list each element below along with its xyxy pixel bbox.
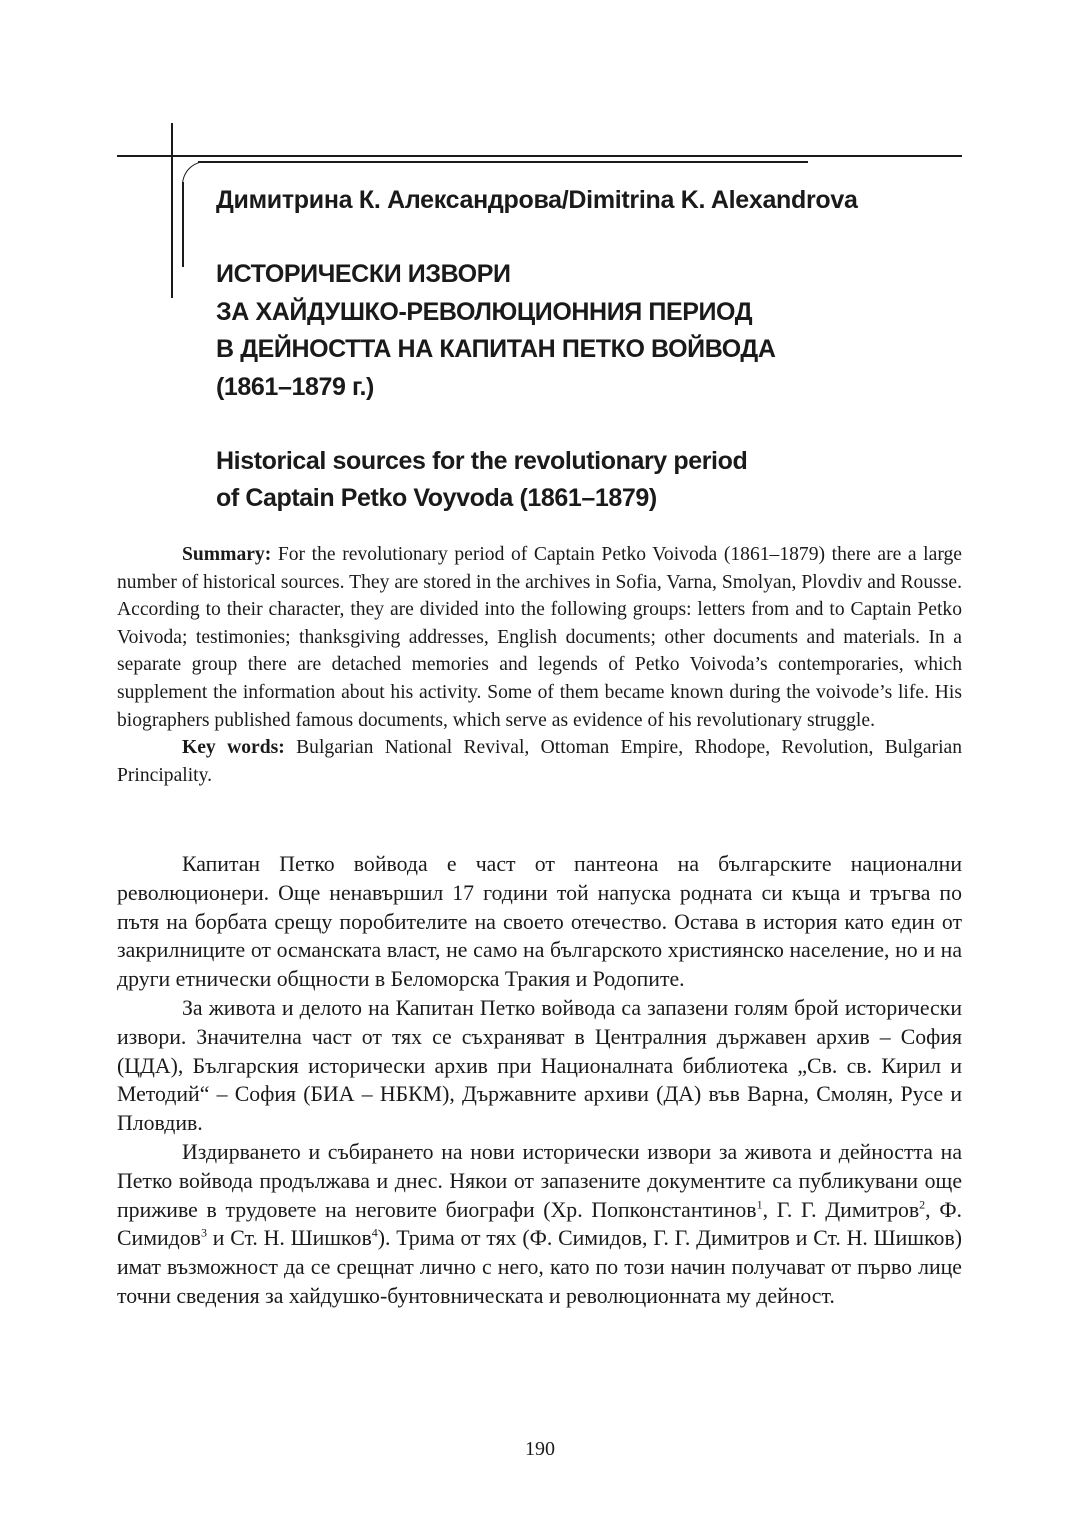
title-en-line: of Captain Petko Voyvoda (1861–1879) [216, 484, 657, 512]
body-text-run: Издирването и събирането на нови исторически извори за живота и дейността на Петко войвода продължава и днес. Някои от запазените документите са публикувани още приживе в трудовете на неговите биографи (Хр. Попконстантинов [117, 1139, 962, 1222]
title-en-line: Historical sources for the revolutionary period [216, 447, 748, 475]
body-text-run: , Ф. Симидов [117, 1197, 962, 1251]
top-rule [117, 155, 962, 157]
title-bg-line: (1861–1879 г.) [216, 372, 374, 401]
keywords-paragraph [117, 734, 962, 789]
summary-paragraph [117, 541, 962, 734]
body-paragraph-3 [117, 1138, 962, 1311]
footnote-ref-4[interactable]: 4 [371, 1226, 378, 1241]
vertical-rule-inner [182, 182, 184, 267]
body-paragraph-1: Капитан Петко войвода е част от пантеона на българските национални революционери. Още ненавършил 17 години той напуска родната си къща и тръгва по пътя на борбата срещу поробителите на своето отечество. Остава в история като един от закрилниците от османската власт, не само на българското християнско население, но и на други етнически общности в Беломорска Тракия и Родопите. [117, 852, 962, 992]
title-english [216, 443, 976, 517]
vertical-rule-outer [171, 123, 173, 298]
footnote-ref-1[interactable]: 1 [756, 1197, 763, 1212]
title-bg-line: ИСТОРИЧЕСКИ ИЗВОРИ [216, 260, 511, 288]
summary-label: Summary: [182, 544, 272, 565]
summary-text: For the revolutionary period of Captain Petko Voivoda (1861–1879) there are a large number of historical sources. They are stored in the archives in Sofia, Varna, Smolyan, Plovdiv and Rousse. According to their character, they are divided into the following groups: letters from and to Captain Petko Voivoda; testimonies; thanksgiving addresses, English documents; other documents and materials. In a separate group there are detached memories and legends of Petko Voivoda’s contemporaries, which supplement the information about his activity. Some of them became known during the voivode’s life. His biographers published famous documents, which serve as evidence of his revolutionary struggle. [117, 544, 962, 731]
title-bg-line: В ДЕЙНОСТТА НА КАПИТАН ПЕТКО ВОЙВОДА [216, 335, 776, 363]
title-bg-line: ЗА ХАЙДУШКО-РЕВОЛЮЦИОННИЯ ПЕРИОД [216, 297, 753, 326]
inner-rule-corner [182, 161, 212, 191]
footnote-ref-3[interactable]: 3 [200, 1226, 207, 1241]
author-name: Димитрина К. Александрова/Dimitrina K. Alexandrova [216, 186, 858, 214]
body-text-run: ). Трима от тях (Ф. Симидов, Г. Г. Димитров и Ст. Н. Шишков) имат възможност да се срещнат лично с него, като по този начин получават от първо лице точни сведения за хайдушко-бунтовническата и революционната му дейност. [117, 1226, 962, 1308]
title-bulgarian [216, 256, 976, 406]
keywords-label: Key words: [182, 737, 285, 759]
body-text [117, 850, 962, 1311]
body-text-run: , Г. Г. Димитров [762, 1197, 920, 1222]
inner-rule [198, 161, 808, 163]
abstract [117, 541, 962, 789]
keywords-text: Bulgarian National Revival, Ottoman Empire, Rhodope, Revolution, Bulgarian Principality. [117, 737, 963, 786]
body-text-run: и Ст. Н. Шишков [206, 1226, 372, 1251]
footnote-ref-2[interactable]: 2 [919, 1197, 926, 1212]
page-number: 190 [525, 1438, 555, 1460]
body-paragraph-2: За живота и делото на Капитан Петко войвода са запазени голям брой исторически извори. Значителна част от тях се съхраняват в Централния държавен архив – София (ЦДА), Българския исторически архив при Националната библиотека „Св. св. Кирил и Методий“ – София (БИА – НБКМ), Държавните архиви (ДА) във Варна, Смолян, Русе и Пловдив. [117, 995, 962, 1136]
